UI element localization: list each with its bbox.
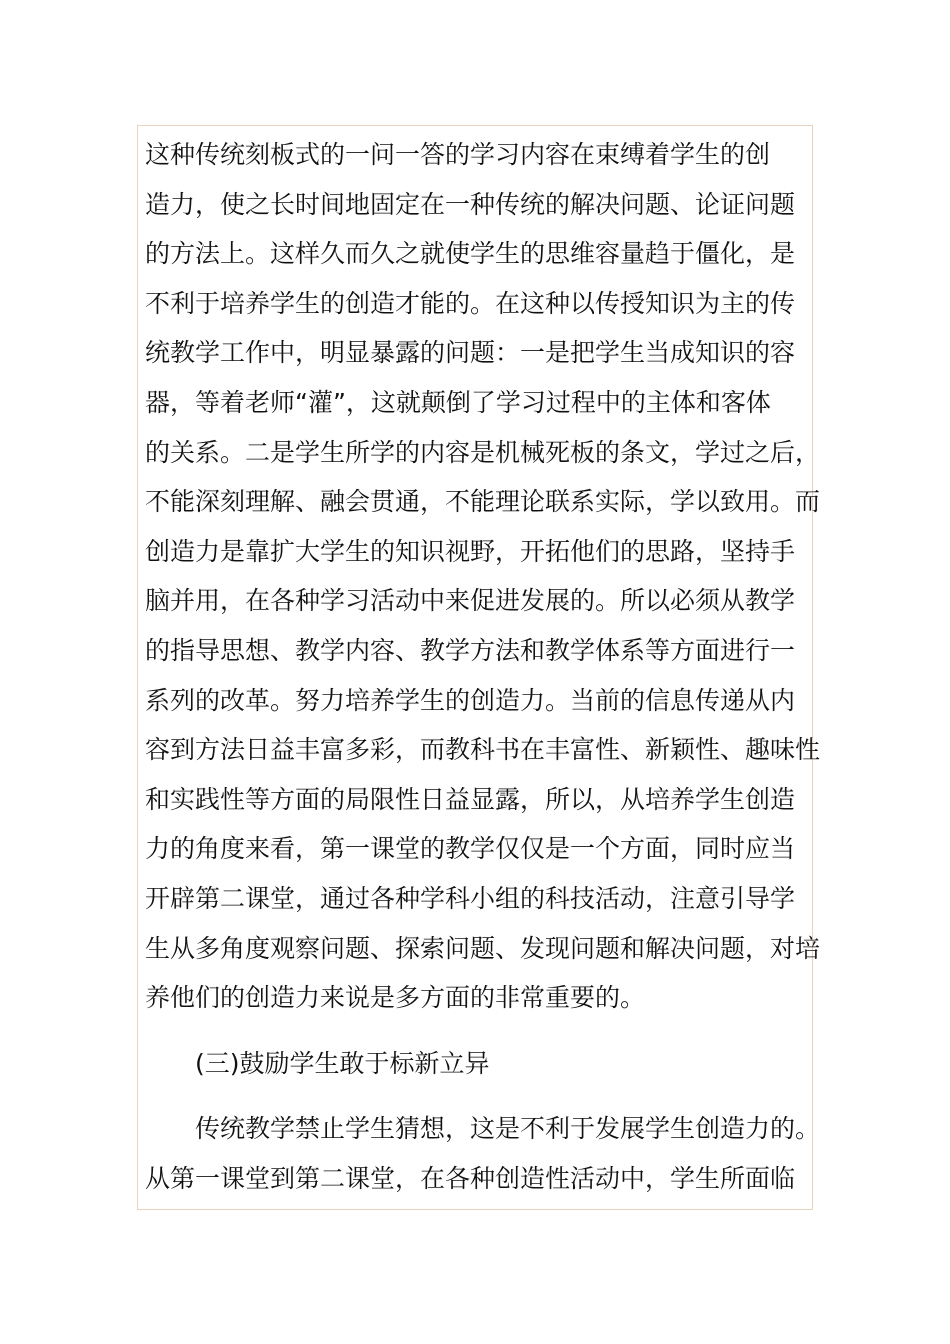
- text-line: 系列的改革。努力培养学生的创造力。当前的信息传递从内: [145, 685, 796, 715]
- paragraph: [145, 1104, 825, 1203]
- text-line: 的指导思想、教学内容、教学方法和教学体系等方面进行一: [145, 635, 796, 665]
- text-line: 生从多角度观察问题、探索问题、发现问题和解决问题，对培: [145, 933, 821, 963]
- text-line: 开辟第二课堂，通过各种学科小组的科技活动，注意引导学: [145, 883, 796, 913]
- paragraph-gap: [145, 1088, 825, 1104]
- document-body: [145, 130, 825, 1203]
- section-heading: (三)鼓励学生敢于标新立异: [195, 1048, 490, 1078]
- text-line: 这种传统刻板式的一问一答的学习内容在束缚着学生的创: [145, 140, 771, 169]
- paragraph-gap: [145, 1023, 825, 1039]
- text-line: 和实践性等方面的局限性日益显露，所以，从培养学生创造: [145, 784, 796, 814]
- text-line: 统教学工作中，明显暴露的问题：一是把学生当成知识的容: [145, 338, 796, 368]
- text-line: 器，等着老师“灌”，这就颠倒了学习过程中的主体和客体: [145, 387, 771, 417]
- paragraph: [145, 130, 825, 1023]
- text-line: 养他们的创造力来说是多方面的非常重要的。: [145, 983, 646, 1013]
- text-line: 不能深刻理解、融会贯通，不能理论联系实际，学以致用。而: [145, 487, 821, 517]
- text-line: 脑并用，在各种学习活动中来促进发展的。所以必须从教学: [145, 586, 796, 616]
- text-line: 传统教学禁止学生猜想，这是不利于发展学生创造力的。: [195, 1114, 821, 1144]
- text-line: 造力，使之长时间地固定在一种传统的解决问题、论证问题: [145, 189, 796, 219]
- text-line: 从第一课堂到第二课堂，在各种创造性活动中，学生所面临: [145, 1163, 796, 1193]
- text-line: 容到方法日益丰富多彩，而教科书在丰富性、新颖性、趣味性: [145, 735, 821, 765]
- text-line: 创造力是靠扩大学生的知识视野，开拓他们的思路，坚持手: [145, 536, 796, 566]
- text-line: 不利于培养学生的创造才能的。在这种以传授知识为主的传: [145, 288, 796, 318]
- text-line: 力的角度来看，第一课堂的教学仅仅是一个方面，同时应当: [145, 834, 796, 864]
- text-line: 的方法上。这样久而久之就使学生的思维容量趋于僵化，是: [145, 239, 796, 269]
- text-line: 的关系。二是学生所学的内容是机械死板的条文，学过之后，: [145, 437, 821, 467]
